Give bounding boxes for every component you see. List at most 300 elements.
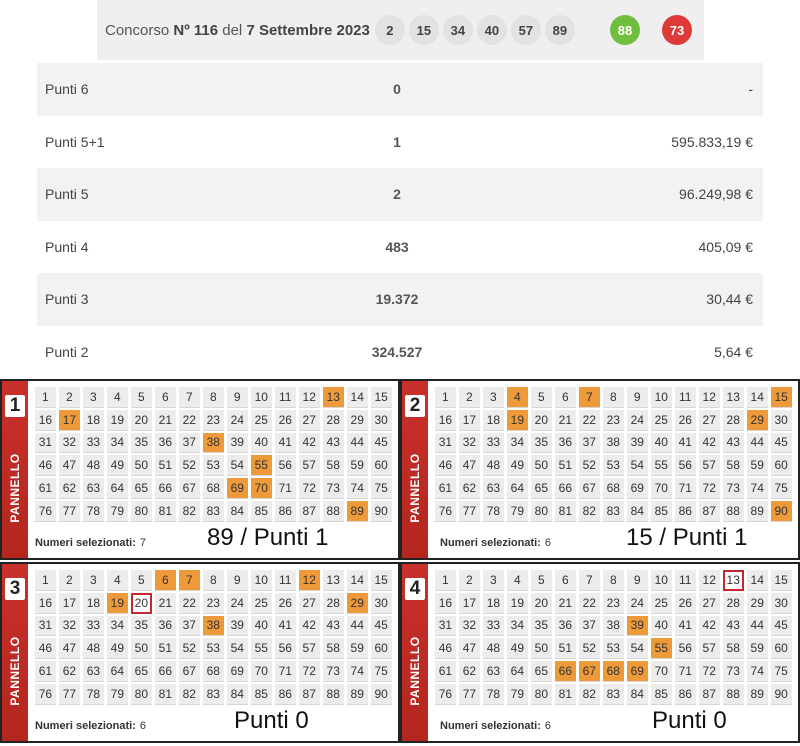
grid-number[interactable]: 15: [371, 387, 392, 408]
grid-number[interactable]: 56: [675, 638, 696, 659]
grid-number[interactable]: 1: [35, 387, 56, 408]
grid-number[interactable]: 40: [651, 433, 672, 454]
grid-number[interactable]: 52: [179, 455, 200, 476]
grid-number[interactable]: 57: [299, 455, 320, 476]
grid-number[interactable]: 64: [107, 661, 128, 682]
grid-number[interactable]: 81: [555, 501, 576, 522]
grid-number[interactable]: 27: [299, 410, 320, 431]
grid-number[interactable]: 17: [459, 410, 480, 431]
grid-number[interactable]: 30: [371, 593, 392, 614]
grid-number[interactable]: 64: [507, 661, 528, 682]
grid-number[interactable]: 3: [483, 387, 504, 408]
grid-number[interactable]: 55: [251, 638, 272, 659]
grid-number[interactable]: 56: [275, 455, 296, 476]
grid-number[interactable]: 50: [131, 455, 152, 476]
grid-number[interactable]: 1: [435, 570, 456, 591]
grid-number[interactable]: 14: [747, 570, 768, 591]
grid-number[interactable]: 49: [107, 455, 128, 476]
grid-number[interactable]: 48: [483, 638, 504, 659]
grid-number[interactable]: 54: [627, 638, 648, 659]
grid-number[interactable]: 16: [35, 593, 56, 614]
grid-number[interactable]: 69: [627, 478, 648, 499]
grid-number[interactable]: 20: [131, 410, 152, 431]
grid-number[interactable]: 29: [347, 410, 368, 431]
grid-number[interactable]: 62: [59, 661, 80, 682]
grid-number[interactable]: 24: [627, 593, 648, 614]
grid-number[interactable]: 24: [227, 593, 248, 614]
grid-number[interactable]: 39: [227, 433, 248, 454]
grid-number[interactable]: 44: [747, 616, 768, 637]
grid-number[interactable]: 11: [675, 387, 696, 408]
grid-number[interactable]: 25: [251, 593, 272, 614]
grid-number-selected[interactable]: 68: [603, 661, 624, 682]
grid-number[interactable]: 6: [555, 570, 576, 591]
grid-number-selected[interactable]: 7: [579, 387, 600, 408]
grid-number[interactable]: 53: [203, 638, 224, 659]
grid-number[interactable]: 16: [35, 410, 56, 431]
grid-number[interactable]: 51: [155, 455, 176, 476]
grid-number[interactable]: 52: [579, 455, 600, 476]
grid-number[interactable]: 68: [203, 478, 224, 499]
grid-number[interactable]: 37: [579, 433, 600, 454]
grid-number[interactable]: 28: [723, 593, 744, 614]
grid-number[interactable]: 37: [179, 433, 200, 454]
grid-number[interactable]: 34: [507, 433, 528, 454]
grid-number[interactable]: 28: [723, 410, 744, 431]
grid-number[interactable]: 86: [275, 501, 296, 522]
grid-number[interactable]: 24: [627, 410, 648, 431]
grid-number[interactable]: 84: [227, 501, 248, 522]
grid-number[interactable]: 11: [275, 570, 296, 591]
grid-number[interactable]: 79: [107, 501, 128, 522]
grid-number[interactable]: 21: [555, 410, 576, 431]
grid-number[interactable]: 69: [227, 661, 248, 682]
grid-number[interactable]: 82: [579, 684, 600, 705]
grid-number[interactable]: 68: [203, 661, 224, 682]
grid-number-selected[interactable]: 67: [579, 661, 600, 682]
grid-number[interactable]: 88: [723, 684, 744, 705]
grid-number[interactable]: 85: [251, 684, 272, 705]
grid-number[interactable]: 16: [435, 410, 456, 431]
grid-number[interactable]: 65: [531, 478, 552, 499]
grid-number[interactable]: 60: [771, 455, 792, 476]
grid-number[interactable]: 10: [251, 387, 272, 408]
grid-number[interactable]: 21: [555, 593, 576, 614]
grid-number[interactable]: 72: [299, 478, 320, 499]
grid-number[interactable]: 77: [59, 501, 80, 522]
grid-number[interactable]: 90: [371, 501, 392, 522]
grid-number[interactable]: 72: [699, 478, 720, 499]
grid-number[interactable]: 71: [675, 478, 696, 499]
grid-number[interactable]: 2: [59, 387, 80, 408]
grid-number[interactable]: 52: [179, 638, 200, 659]
grid-number[interactable]: 6: [155, 387, 176, 408]
grid-number[interactable]: 71: [675, 661, 696, 682]
grid-number[interactable]: 18: [83, 410, 104, 431]
grid-number[interactable]: 28: [323, 410, 344, 431]
grid-number[interactable]: 2: [459, 387, 480, 408]
grid-number[interactable]: 61: [435, 661, 456, 682]
grid-number[interactable]: 43: [323, 616, 344, 637]
grid-number[interactable]: 23: [603, 410, 624, 431]
grid-number[interactable]: 79: [107, 684, 128, 705]
grid-number[interactable]: 46: [435, 638, 456, 659]
grid-number[interactable]: 21: [155, 410, 176, 431]
grid-number[interactable]: 74: [347, 478, 368, 499]
grid-number[interactable]: 82: [579, 501, 600, 522]
grid-number[interactable]: 31: [435, 433, 456, 454]
grid-number-selected[interactable]: 38: [203, 616, 224, 637]
grid-number[interactable]: 19: [507, 593, 528, 614]
grid-number[interactable]: 14: [747, 387, 768, 408]
grid-number-selected[interactable]: 38: [203, 433, 224, 454]
grid-number[interactable]: 71: [275, 478, 296, 499]
grid-number[interactable]: 83: [603, 684, 624, 705]
grid-number[interactable]: 72: [299, 661, 320, 682]
grid-number[interactable]: 74: [747, 661, 768, 682]
grid-number[interactable]: 48: [83, 455, 104, 476]
grid-number[interactable]: 11: [675, 570, 696, 591]
grid-number[interactable]: 2: [59, 570, 80, 591]
grid-number[interactable]: 59: [347, 455, 368, 476]
grid-number[interactable]: 51: [155, 638, 176, 659]
grid-number[interactable]: 41: [675, 433, 696, 454]
grid-number-selected[interactable]: 89: [347, 501, 368, 522]
grid-number[interactable]: 20: [531, 410, 552, 431]
grid-number[interactable]: 50: [131, 638, 152, 659]
grid-number[interactable]: 67: [179, 478, 200, 499]
grid-number[interactable]: 29: [747, 593, 768, 614]
grid-number[interactable]: 18: [83, 593, 104, 614]
grid-number[interactable]: 39: [627, 433, 648, 454]
grid-number[interactable]: 85: [651, 684, 672, 705]
grid-number[interactable]: 43: [723, 433, 744, 454]
grid-number[interactable]: 9: [227, 570, 248, 591]
grid-number[interactable]: 80: [531, 501, 552, 522]
grid-number[interactable]: 61: [35, 661, 56, 682]
grid-number[interactable]: 35: [531, 616, 552, 637]
grid-number[interactable]: 31: [35, 616, 56, 637]
grid-number[interactable]: 83: [203, 684, 224, 705]
grid-number[interactable]: 83: [603, 501, 624, 522]
grid-number[interactable]: 77: [59, 684, 80, 705]
grid-number[interactable]: 78: [483, 684, 504, 705]
grid-number[interactable]: 2: [459, 570, 480, 591]
grid-number[interactable]: 26: [675, 593, 696, 614]
grid-number[interactable]: 28: [323, 593, 344, 614]
grid-number[interactable]: 59: [747, 638, 768, 659]
grid-number[interactable]: 14: [347, 387, 368, 408]
grid-number[interactable]: 40: [251, 616, 272, 637]
grid-number[interactable]: 45: [771, 616, 792, 637]
grid-number[interactable]: 80: [131, 501, 152, 522]
grid-number[interactable]: 85: [651, 501, 672, 522]
grid-number[interactable]: 53: [603, 455, 624, 476]
grid-number[interactable]: 23: [203, 410, 224, 431]
grid-number[interactable]: 55: [651, 455, 672, 476]
grid-number-selected[interactable]: 90: [771, 501, 792, 522]
grid-number[interactable]: 81: [155, 684, 176, 705]
grid-number[interactable]: 67: [179, 661, 200, 682]
grid-number[interactable]: 53: [603, 638, 624, 659]
grid-number[interactable]: 78: [483, 501, 504, 522]
grid-number[interactable]: 79: [507, 684, 528, 705]
grid-number[interactable]: 75: [771, 661, 792, 682]
grid-number[interactable]: 36: [555, 616, 576, 637]
grid-number[interactable]: 87: [699, 684, 720, 705]
grid-number[interactable]: 32: [459, 616, 480, 637]
grid-number[interactable]: 15: [771, 570, 792, 591]
grid-number[interactable]: 66: [555, 478, 576, 499]
grid-number[interactable]: 73: [323, 661, 344, 682]
grid-number[interactable]: 31: [35, 433, 56, 454]
grid-number[interactable]: 21: [155, 593, 176, 614]
grid-number[interactable]: 13: [723, 387, 744, 408]
grid-number[interactable]: 81: [555, 684, 576, 705]
grid-number-selected[interactable]: 66: [555, 661, 576, 682]
grid-number[interactable]: 33: [483, 433, 504, 454]
grid-number[interactable]: 5: [531, 387, 552, 408]
grid-number[interactable]: 58: [323, 638, 344, 659]
grid-number[interactable]: 78: [83, 684, 104, 705]
grid-number[interactable]: 17: [459, 593, 480, 614]
grid-number[interactable]: 63: [483, 661, 504, 682]
grid-number[interactable]: 62: [459, 478, 480, 499]
grid-number[interactable]: 80: [531, 684, 552, 705]
grid-number[interactable]: 14: [347, 570, 368, 591]
grid-number[interactable]: 89: [747, 684, 768, 705]
grid-number[interactable]: 60: [371, 638, 392, 659]
grid-number[interactable]: 87: [699, 501, 720, 522]
grid-number[interactable]: 84: [227, 684, 248, 705]
grid-number[interactable]: 22: [579, 410, 600, 431]
grid-number[interactable]: 15: [371, 570, 392, 591]
grid-number[interactable]: 49: [507, 638, 528, 659]
grid-number[interactable]: 71: [275, 661, 296, 682]
grid-number[interactable]: 47: [459, 455, 480, 476]
grid-number[interactable]: 33: [83, 616, 104, 637]
grid-number[interactable]: 65: [531, 661, 552, 682]
grid-number[interactable]: 84: [627, 684, 648, 705]
grid-number-selected[interactable]: 69: [627, 661, 648, 682]
grid-number[interactable]: 76: [435, 684, 456, 705]
grid-number[interactable]: 42: [699, 433, 720, 454]
grid-number[interactable]: 80: [131, 684, 152, 705]
grid-number[interactable]: 9: [627, 570, 648, 591]
grid-number[interactable]: 22: [579, 593, 600, 614]
grid-number[interactable]: 72: [699, 661, 720, 682]
grid-number[interactable]: 12: [699, 387, 720, 408]
grid-number[interactable]: 32: [59, 433, 80, 454]
grid-number[interactable]: 20: [531, 593, 552, 614]
grid-number[interactable]: 65: [131, 661, 152, 682]
grid-number[interactable]: 54: [227, 455, 248, 476]
grid-number-selected[interactable]: 70: [251, 478, 272, 499]
grid-number[interactable]: 30: [371, 410, 392, 431]
grid-number[interactable]: 31: [435, 616, 456, 637]
grid-number[interactable]: 8: [203, 387, 224, 408]
grid-number[interactable]: 62: [459, 661, 480, 682]
grid-number[interactable]: 8: [203, 570, 224, 591]
grid-number[interactable]: 6: [555, 387, 576, 408]
grid-number[interactable]: 35: [131, 616, 152, 637]
grid-number[interactable]: 50: [531, 638, 552, 659]
grid-number[interactable]: 56: [675, 455, 696, 476]
grid-number[interactable]: 51: [555, 455, 576, 476]
grid-number[interactable]: 10: [251, 570, 272, 591]
grid-number[interactable]: 46: [35, 455, 56, 476]
grid-number[interactable]: 63: [83, 478, 104, 499]
grid-number-circled[interactable]: 13: [723, 570, 744, 591]
grid-number[interactable]: 39: [227, 616, 248, 637]
grid-number[interactable]: 3: [83, 570, 104, 591]
grid-number-selected[interactable]: 4: [507, 387, 528, 408]
grid-number[interactable]: 47: [59, 455, 80, 476]
grid-number[interactable]: 4: [107, 570, 128, 591]
grid-number[interactable]: 60: [371, 455, 392, 476]
grid-number[interactable]: 26: [675, 410, 696, 431]
grid-number[interactable]: 44: [747, 433, 768, 454]
grid-number[interactable]: 40: [651, 616, 672, 637]
grid-number[interactable]: 36: [555, 433, 576, 454]
grid-number[interactable]: 86: [675, 501, 696, 522]
grid-number[interactable]: 47: [459, 638, 480, 659]
grid-number[interactable]: 73: [723, 661, 744, 682]
grid-number[interactable]: 76: [35, 501, 56, 522]
grid-number[interactable]: 35: [131, 433, 152, 454]
grid-number[interactable]: 4: [507, 570, 528, 591]
grid-number[interactable]: 73: [323, 478, 344, 499]
grid-number-selected[interactable]: 15: [771, 387, 792, 408]
grid-number[interactable]: 23: [203, 593, 224, 614]
grid-number[interactable]: 13: [323, 570, 344, 591]
grid-number[interactable]: 32: [459, 433, 480, 454]
grid-number-selected[interactable]: 12: [299, 570, 320, 591]
grid-number[interactable]: 5: [131, 570, 152, 591]
grid-number[interactable]: 18: [483, 410, 504, 431]
grid-number-selected[interactable]: 39: [627, 616, 648, 637]
grid-number[interactable]: 74: [347, 661, 368, 682]
grid-number[interactable]: 3: [483, 570, 504, 591]
grid-number-selected[interactable]: 55: [251, 455, 272, 476]
grid-number[interactable]: 76: [435, 501, 456, 522]
grid-number[interactable]: 45: [371, 616, 392, 637]
grid-number[interactable]: 5: [131, 387, 152, 408]
grid-number[interactable]: 38: [603, 433, 624, 454]
grid-number[interactable]: 45: [771, 433, 792, 454]
grid-number[interactable]: 45: [371, 433, 392, 454]
grid-number[interactable]: 11: [275, 387, 296, 408]
grid-number[interactable]: 27: [699, 410, 720, 431]
grid-number-selected[interactable]: 17: [59, 410, 80, 431]
grid-number[interactable]: 24: [227, 410, 248, 431]
grid-number[interactable]: 87: [299, 684, 320, 705]
grid-number[interactable]: 44: [347, 433, 368, 454]
grid-number[interactable]: 5: [531, 570, 552, 591]
grid-number[interactable]: 63: [483, 478, 504, 499]
grid-number-selected[interactable]: 13: [323, 387, 344, 408]
grid-number[interactable]: 26: [275, 593, 296, 614]
grid-number[interactable]: 42: [299, 433, 320, 454]
grid-number[interactable]: 75: [371, 478, 392, 499]
grid-number[interactable]: 61: [435, 478, 456, 499]
grid-number[interactable]: 52: [579, 638, 600, 659]
grid-number[interactable]: 89: [347, 684, 368, 705]
grid-number[interactable]: 10: [651, 387, 672, 408]
grid-number[interactable]: 85: [251, 501, 272, 522]
grid-number-selected[interactable]: 69: [227, 478, 248, 499]
grid-number[interactable]: 19: [107, 410, 128, 431]
grid-number[interactable]: 8: [603, 387, 624, 408]
grid-number[interactable]: 68: [603, 478, 624, 499]
grid-number-selected[interactable]: 29: [747, 410, 768, 431]
grid-number[interactable]: 34: [107, 433, 128, 454]
grid-number[interactable]: 9: [227, 387, 248, 408]
grid-number[interactable]: 30: [771, 593, 792, 614]
grid-number[interactable]: 43: [723, 616, 744, 637]
grid-number[interactable]: 62: [59, 478, 80, 499]
grid-number[interactable]: 86: [675, 684, 696, 705]
grid-number[interactable]: 30: [771, 410, 792, 431]
grid-number[interactable]: 90: [371, 684, 392, 705]
grid-number[interactable]: 61: [35, 478, 56, 499]
grid-number[interactable]: 79: [507, 501, 528, 522]
grid-number[interactable]: 40: [251, 433, 272, 454]
grid-number[interactable]: 59: [347, 638, 368, 659]
grid-number[interactable]: 82: [179, 684, 200, 705]
grid-number[interactable]: 54: [227, 638, 248, 659]
grid-number[interactable]: 75: [771, 478, 792, 499]
grid-number[interactable]: 22: [179, 593, 200, 614]
grid-number[interactable]: 36: [155, 433, 176, 454]
grid-number[interactable]: 57: [299, 638, 320, 659]
grid-number[interactable]: 58: [723, 455, 744, 476]
grid-number-selected[interactable]: 19: [107, 593, 128, 614]
grid-number[interactable]: 41: [275, 616, 296, 637]
grid-number[interactable]: 42: [299, 616, 320, 637]
grid-number[interactable]: 32: [59, 616, 80, 637]
grid-number[interactable]: 73: [723, 478, 744, 499]
grid-number[interactable]: 7: [579, 570, 600, 591]
grid-number[interactable]: 1: [435, 387, 456, 408]
grid-number[interactable]: 74: [747, 478, 768, 499]
grid-number[interactable]: 70: [251, 661, 272, 682]
grid-number[interactable]: 70: [651, 661, 672, 682]
grid-number-selected[interactable]: 6: [155, 570, 176, 591]
grid-number[interactable]: 84: [627, 501, 648, 522]
grid-number[interactable]: 25: [651, 410, 672, 431]
grid-number[interactable]: 33: [483, 616, 504, 637]
grid-number[interactable]: 17: [59, 593, 80, 614]
grid-number[interactable]: 47: [59, 638, 80, 659]
grid-number[interactable]: 46: [35, 638, 56, 659]
grid-number[interactable]: 48: [483, 455, 504, 476]
grid-number[interactable]: 89: [747, 501, 768, 522]
grid-number[interactable]: 27: [699, 593, 720, 614]
grid-number[interactable]: 35: [531, 433, 552, 454]
grid-number[interactable]: 66: [155, 661, 176, 682]
grid-number[interactable]: 18: [483, 593, 504, 614]
grid-number[interactable]: 49: [507, 455, 528, 476]
grid-number[interactable]: 58: [723, 638, 744, 659]
grid-number[interactable]: 77: [459, 501, 480, 522]
grid-number[interactable]: 22: [179, 410, 200, 431]
grid-number[interactable]: 60: [771, 638, 792, 659]
grid-number[interactable]: 88: [323, 684, 344, 705]
grid-number[interactable]: 3: [83, 387, 104, 408]
grid-number[interactable]: 23: [603, 593, 624, 614]
grid-number[interactable]: 54: [627, 455, 648, 476]
